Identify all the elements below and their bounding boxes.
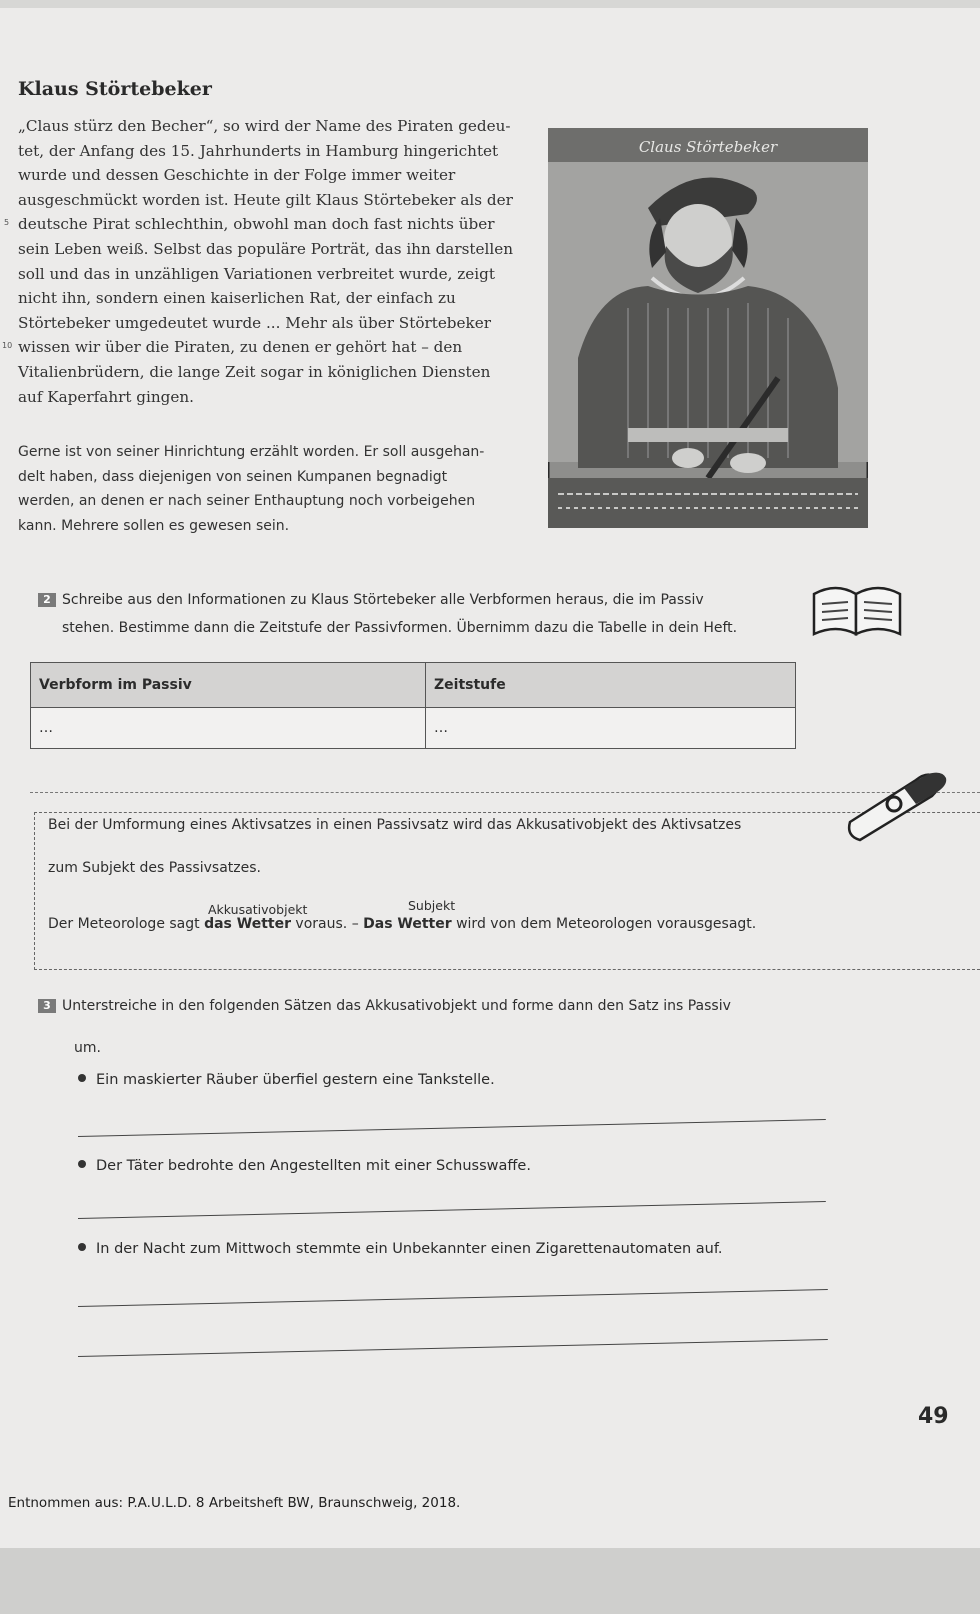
legend-line: kann. Mehrere sollen es gewesen sein.	[18, 517, 290, 534]
task-number-badge: 3	[38, 999, 56, 1013]
stoertebeker-portrait	[548, 128, 868, 528]
sentence-1: Ein maskierter Räuber überfiel gestern eine Tankstelle.	[96, 1072, 495, 1088]
notebook-icon	[810, 580, 904, 638]
label-subjekt: Subjekt	[408, 898, 456, 913]
info-divider	[30, 792, 980, 793]
intro-text	[18, 114, 538, 409]
info-line-2: zum Subjekt des Passivsatzes.	[48, 860, 261, 876]
source-note: Entnommen aus: P.A.U.L.D. 8 Arbeitsheft BW, Braunschweig, 2018.	[8, 1495, 461, 1511]
example-part: Der Meteorologe sagt	[48, 916, 205, 932]
page-title: Klaus Störtebeker	[18, 78, 212, 100]
intro-line: auf Kaperfahrt gingen.	[18, 387, 194, 406]
task-3-line-1: Unterstreiche in den folgenden Sätzen das Akkusativobjekt und forme dann den Satz ins Passiv	[62, 998, 731, 1014]
sentence-3: In der Nacht zum Mittwoch stemmte ein Unbekannter einen Zigarettenautomaten auf.	[96, 1241, 723, 1257]
line-marker-5: 5	[4, 218, 10, 227]
legend-text	[18, 440, 538, 538]
list-item	[78, 1158, 531, 1174]
page-background-bottom	[0, 1548, 980, 1614]
intro-line: soll und das in unzähligen Variationen verbreitet wurde, zeigt	[18, 264, 495, 283]
task-2	[38, 586, 704, 614]
example-akkusativobjekt: das Wetter	[204, 916, 291, 932]
table-header: Zeitstufe	[426, 663, 796, 708]
portrait-caption: Claus Störtebeker	[638, 138, 778, 156]
task-3	[38, 992, 731, 1020]
table-header: Verbform im Passiv	[31, 663, 426, 708]
example-part: voraus. –	[290, 916, 364, 932]
intro-line: nicht ihn, sondern einen kaiserlichen Rat, der einfach zu	[18, 289, 456, 308]
intro-line: sein Leben weiß. Selbst das populäre Porträt, das ihn darstellen	[18, 239, 513, 258]
intro-line: wurde und dessen Geschichte in der Folge immer weiter	[18, 166, 456, 185]
sentence-2: Der Täter bedrohte den Angestellten mit einer Schusswaffe.	[96, 1158, 531, 1174]
example-sentence	[48, 916, 756, 932]
page-number: 49	[918, 1404, 949, 1429]
task-3-cont: um.	[74, 1040, 101, 1056]
table-cell: …	[31, 708, 426, 749]
table-row	[31, 708, 796, 749]
intro-line: Störtebeker umgedeutet wurde ... Mehr als über Störtebeker	[18, 313, 491, 332]
intro-line: deutsche Pirat schlechthin, obwohl man doch fast nichts über	[18, 215, 495, 234]
example-subjekt: Das Wetter	[363, 916, 452, 932]
line-marker-10: 10	[2, 341, 13, 350]
example-part: wird von dem Meteorologen vorausgesagt.	[451, 916, 757, 932]
list-item	[78, 1241, 723, 1257]
bullet-icon	[78, 1160, 86, 1168]
intro-line: wissen wir über die Piraten, zu denen er gehört hat – den	[18, 338, 463, 357]
info-line-1: Bei der Umformung eines Aktivsatzes in einen Passivsatz wird das Akkusativobjekt des Aktivsatzes	[48, 817, 742, 833]
task-2-cont: stehen. Bestimme dann die Zeitstufe der Passivformen. Übernimm dazu die Tabelle in dein Heft.	[62, 620, 738, 636]
legend-line: delt haben, dass diejenigen von seinen Kumpanen begnadigt	[18, 468, 448, 485]
list-item	[78, 1072, 495, 1088]
passive-table	[30, 662, 796, 749]
legend-line: Gerne ist von seiner Hinrichtung erzählt worden. Er soll ausgehan-	[18, 444, 485, 460]
table-cell: …	[426, 708, 796, 749]
label-akkusativobjekt: Akkusativobjekt	[208, 902, 308, 917]
intro-line: tet, der Anfang des 15. Jahrhunderts in Hamburg hingerichtet	[18, 141, 499, 160]
info-box	[34, 812, 980, 970]
bullet-icon	[78, 1243, 86, 1251]
table-header-row	[31, 663, 796, 708]
task-2-line-1: Schreibe aus den Informationen zu Klaus Störtebeker alle Verbformen heraus, die im Passiv	[62, 592, 704, 608]
intro-line: „Claus stürz den Becher“, so wird der Name des Piraten gedeu-	[18, 117, 511, 135]
intro-line: ausgeschmückt worden ist. Heute gilt Klaus Störtebeker als der	[18, 190, 513, 209]
intro-line: Vitalienbrüdern, die lange Zeit sogar in königlichen Diensten	[18, 362, 491, 381]
highlighter-pen-icon	[842, 770, 952, 850]
bullet-icon	[78, 1074, 86, 1082]
task-number-badge: 2	[38, 593, 56, 607]
legend-line: werden, an denen er nach seiner Enthauptung noch vorbeigehen	[18, 493, 476, 509]
